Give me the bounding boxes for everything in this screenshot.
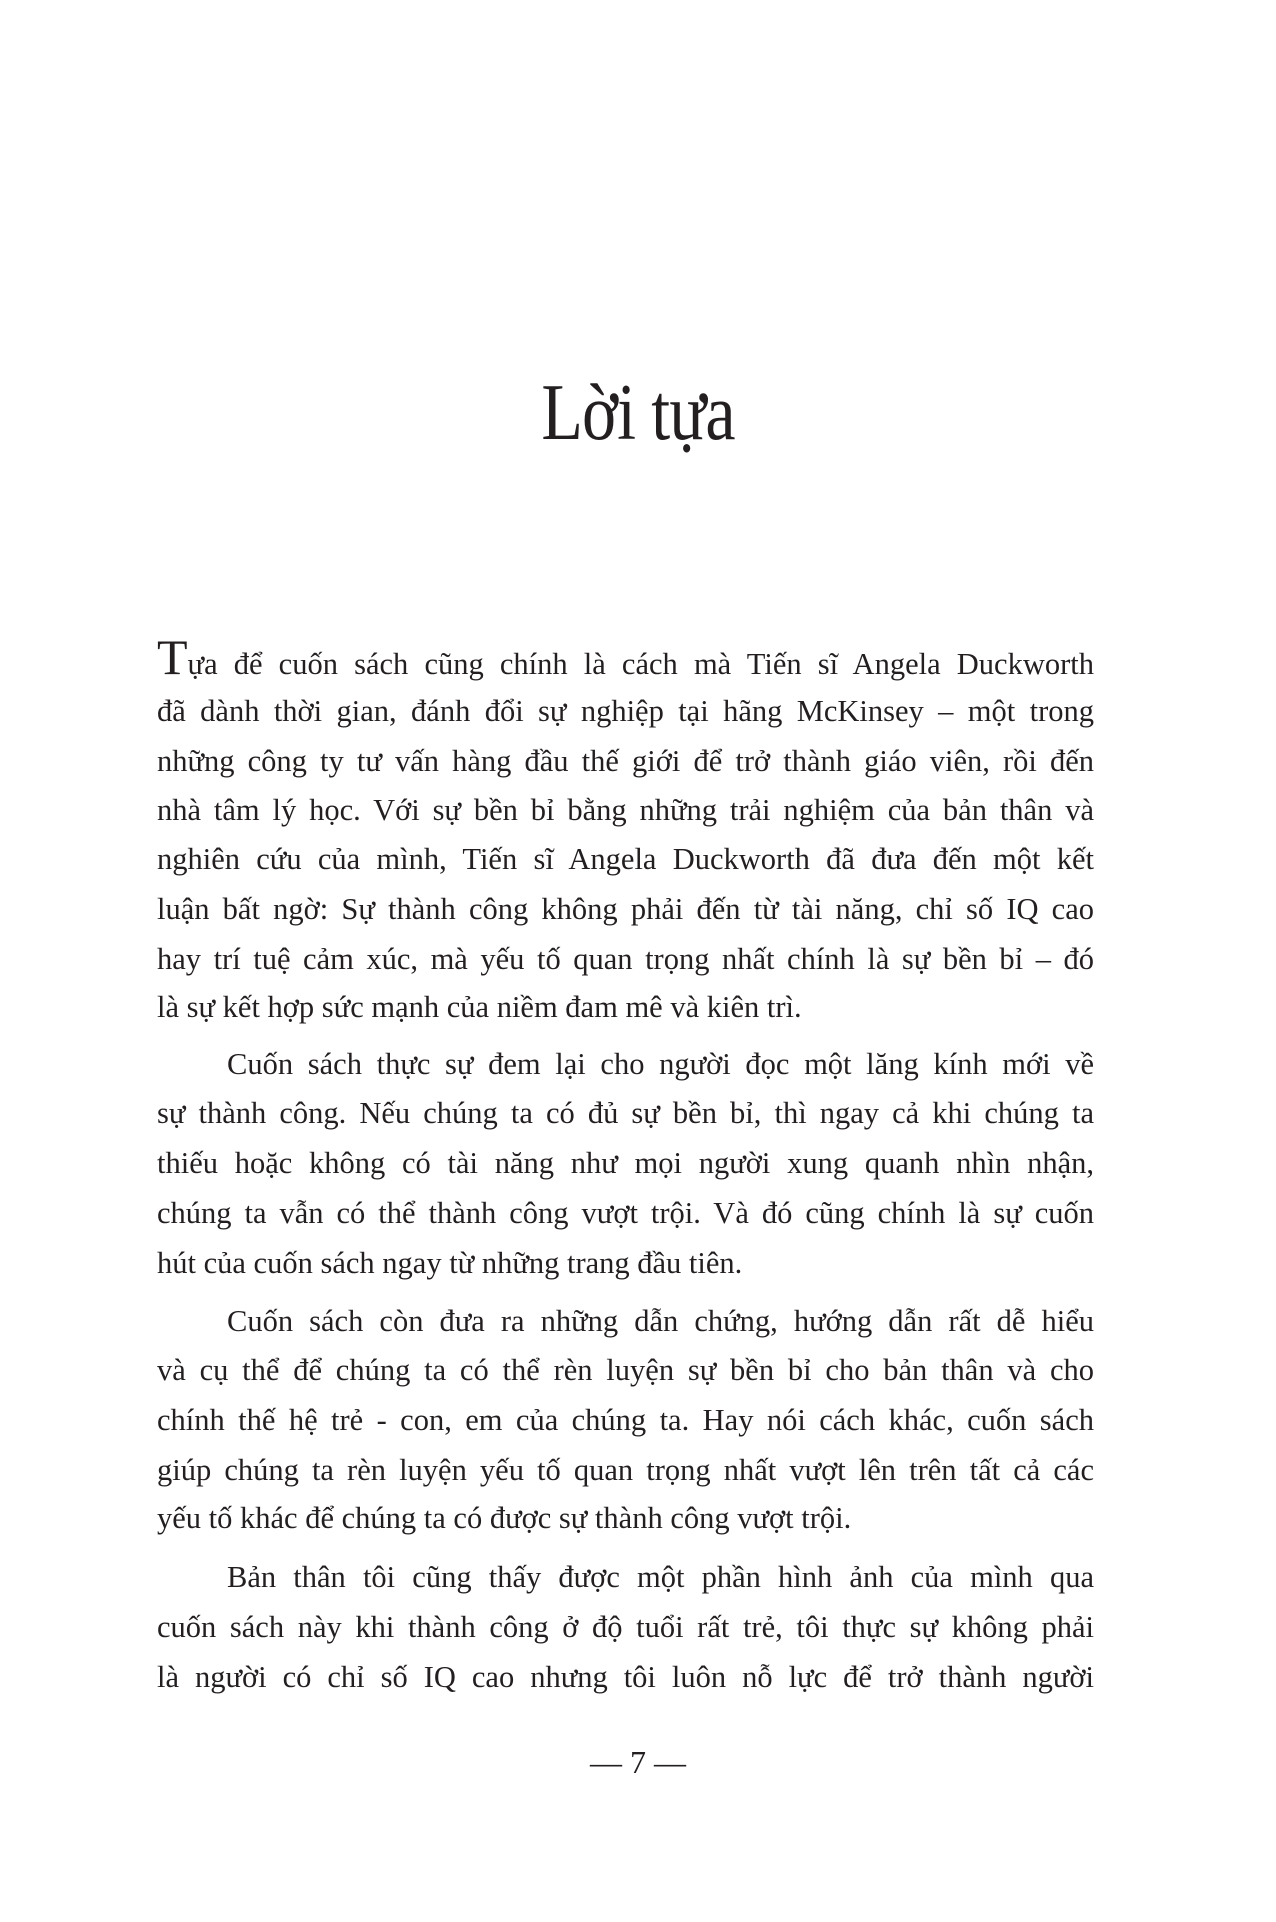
text-line: thiếu hoặc không có tài năng như mọi người xung quanh nhìn nhận, xyxy=(157,1146,1094,1180)
text-line: hút của cuốn sách ngay từ những trang đầu tiên. xyxy=(157,1246,743,1280)
drop-cap: T xyxy=(157,629,188,685)
text-line: luận bất ngờ: Sự thành công không phải đến từ tài năng, chỉ số IQ cao xyxy=(157,892,1094,926)
text-line: yếu tố khác để chúng ta có được sự thành công vượt trội. xyxy=(157,1501,852,1535)
page-number: — 7 — xyxy=(590,1744,686,1780)
text-line: là người có chỉ số IQ cao nhưng tôi luôn nỗ lực để trở thành người xyxy=(157,1660,1094,1694)
text-line: Tựa để cuốn sách cũng chính là cách mà Tiến sĩ Angela Duckworth xyxy=(157,629,1094,685)
text-line: Bản thân tôi cũng thấy được một phần hình ảnh của mình qua xyxy=(227,1560,1094,1594)
text-line: giúp chúng ta rèn luyện yếu tố quan trọng nhất vượt lên trên tất cả các xyxy=(157,1453,1094,1487)
page-title: Lời tựa xyxy=(541,369,735,457)
text-line: nhà tâm lý học. Với sự bền bỉ bằng những trải nghiệm của bản thân và xyxy=(157,793,1094,827)
text-line: hay trí tuệ cảm xúc, mà yếu tố quan trọng nhất chính là sự bền bỉ – đó xyxy=(157,942,1094,976)
text-line: Cuốn sách thực sự đem lại cho người đọc một lăng kính mới về xyxy=(227,1047,1094,1081)
text-line: Cuốn sách còn đưa ra những dẫn chứng, hướng dẫn rất dễ hiểu xyxy=(227,1304,1094,1338)
text-line: nghiên cứu của mình, Tiến sĩ Angela Duckworth đã đưa đến một kết xyxy=(157,842,1094,876)
text-line: đã dành thời gian, đánh đổi sự nghiệp tại hãng McKinsey – một trong xyxy=(157,694,1094,728)
text-line: sự thành công. Nếu chúng ta có đủ sự bền bỉ, thì ngay cả khi chúng ta xyxy=(157,1096,1094,1130)
text-line: chính thế hệ trẻ - con, em của chúng ta. Hay nói cách khác, cuốn sách xyxy=(157,1403,1094,1437)
text-line: và cụ thể để chúng ta có thể rèn luyện sự bền bỉ cho bản thân và cho xyxy=(157,1353,1094,1387)
text-line: chúng ta vẫn có thể thành công vượt trội. Và đó cũng chính là sự cuốn xyxy=(157,1196,1094,1230)
text-line: cuốn sách này khi thành công ở độ tuổi rất trẻ, tôi thực sự không phải xyxy=(157,1610,1094,1644)
text-line: những công ty tư vấn hàng đầu thế giới để trở thành giáo viên, rồi đến xyxy=(157,744,1094,778)
text-line: là sự kết hợp sức mạnh của niềm đam mê và kiên trì. xyxy=(157,990,802,1024)
